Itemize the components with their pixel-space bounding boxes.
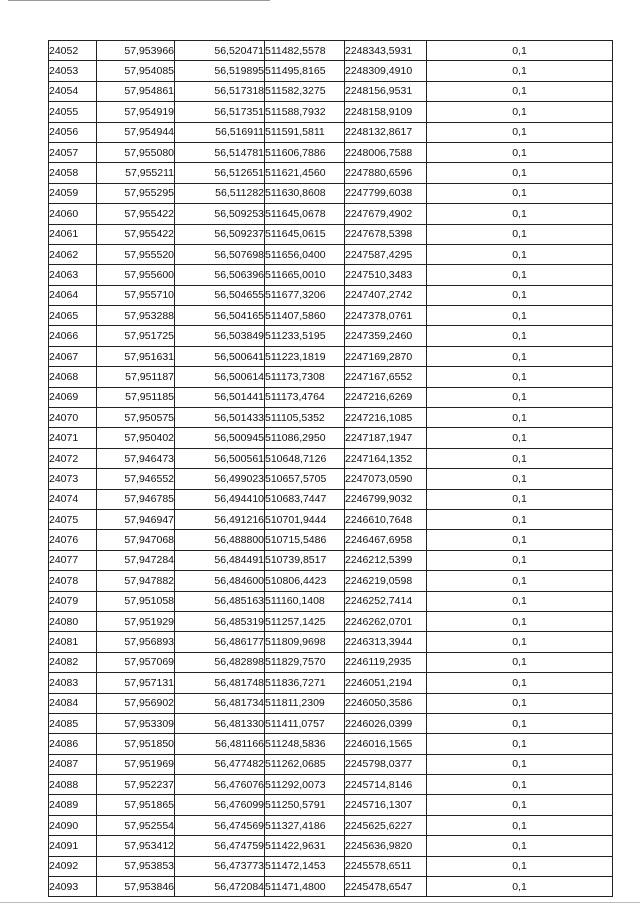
table-row <box>49 306 613 326</box>
x-coordinate-cell: 511160,1408 <box>265 591 345 611</box>
longitude-cell: 56,506396 <box>175 265 265 285</box>
value-cell: 0,1 <box>427 713 613 733</box>
latitude-cell: 57,946552 <box>97 469 175 489</box>
latitude-cell: 57,955080 <box>97 142 175 162</box>
value-cell: 0,1 <box>427 754 613 774</box>
longitude-cell: 56,481748 <box>175 673 265 693</box>
longitude-cell: 56,494410 <box>175 489 265 509</box>
table-row <box>49 611 613 631</box>
x-coordinate-cell: 511250,5791 <box>265 795 345 815</box>
value-cell: 0,1 <box>427 306 613 326</box>
table-row <box>49 326 613 346</box>
latitude-cell: 57,951850 <box>97 734 175 754</box>
table-row <box>49 836 613 856</box>
latitude-cell: 57,947284 <box>97 550 175 570</box>
row-id-cell: 24091 <box>49 836 97 856</box>
row-id-cell: 24075 <box>49 509 97 529</box>
longitude-cell: 56,473773 <box>175 856 265 876</box>
row-id-cell: 24076 <box>49 530 97 550</box>
bottom-rule <box>0 902 640 903</box>
longitude-cell: 56,517351 <box>175 102 265 122</box>
table-row <box>49 571 613 591</box>
y-coordinate-cell: 2248343,5931 <box>345 41 427 61</box>
longitude-cell: 56,500614 <box>175 367 265 387</box>
y-coordinate-cell: 2247164,1352 <box>345 448 427 468</box>
y-coordinate-cell: 2247678,5398 <box>345 224 427 244</box>
latitude-cell: 57,951929 <box>97 611 175 631</box>
longitude-cell: 56,509253 <box>175 204 265 224</box>
table-row <box>49 102 613 122</box>
latitude-cell: 57,950402 <box>97 428 175 448</box>
value-cell: 0,1 <box>427 81 613 101</box>
latitude-cell: 57,950575 <box>97 408 175 428</box>
y-coordinate-cell: 2248132,8617 <box>345 122 427 142</box>
latitude-cell: 57,953288 <box>97 306 175 326</box>
latitude-cell: 57,951631 <box>97 346 175 366</box>
table-row <box>49 469 613 489</box>
y-coordinate-cell: 2247169,2870 <box>345 346 427 366</box>
y-coordinate-cell: 2248158,9109 <box>345 102 427 122</box>
y-coordinate-cell: 2248006,7588 <box>345 142 427 162</box>
top-rule <box>8 0 270 1</box>
x-coordinate-cell: 510701,9444 <box>265 509 345 529</box>
value-cell: 0,1 <box>427 163 613 183</box>
row-id-cell: 24087 <box>49 754 97 774</box>
value-cell: 0,1 <box>427 61 613 81</box>
value-cell: 0,1 <box>427 836 613 856</box>
row-id-cell: 24062 <box>49 244 97 264</box>
row-id-cell: 24055 <box>49 102 97 122</box>
table-row <box>49 387 613 407</box>
row-id-cell: 24085 <box>49 713 97 733</box>
longitude-cell: 56,481734 <box>175 693 265 713</box>
x-coordinate-cell: 511582,3275 <box>265 81 345 101</box>
value-cell: 0,1 <box>427 102 613 122</box>
longitude-cell: 56,477482 <box>175 754 265 774</box>
table-row <box>49 591 613 611</box>
latitude-cell: 57,951725 <box>97 326 175 346</box>
x-coordinate-cell: 511606,7886 <box>265 142 345 162</box>
x-coordinate-cell: 510715,5486 <box>265 530 345 550</box>
x-coordinate-cell: 511665,0010 <box>265 265 345 285</box>
value-cell: 0,1 <box>427 734 613 754</box>
x-coordinate-cell: 511588,7932 <box>265 102 345 122</box>
latitude-cell: 57,951865 <box>97 795 175 815</box>
longitude-cell: 56,504655 <box>175 285 265 305</box>
longitude-cell: 56,484491 <box>175 550 265 570</box>
longitude-cell: 56,481166 <box>175 734 265 754</box>
table-row <box>49 428 613 448</box>
row-id-cell: 24059 <box>49 183 97 203</box>
x-coordinate-cell: 511471,4800 <box>265 877 345 897</box>
latitude-cell: 57,956902 <box>97 693 175 713</box>
value-cell: 0,1 <box>427 346 613 366</box>
latitude-cell: 57,953853 <box>97 856 175 876</box>
table-row <box>49 204 613 224</box>
row-id-cell: 24071 <box>49 428 97 448</box>
value-cell: 0,1 <box>427 632 613 652</box>
row-id-cell: 24060 <box>49 204 97 224</box>
longitude-cell: 56,501441 <box>175 387 265 407</box>
y-coordinate-cell: 2245716,1307 <box>345 795 427 815</box>
value-cell: 0,1 <box>427 408 613 428</box>
x-coordinate-cell: 510806,4423 <box>265 571 345 591</box>
y-coordinate-cell: 2246219,0598 <box>345 571 427 591</box>
longitude-cell: 56,482898 <box>175 652 265 672</box>
longitude-cell: 56,474759 <box>175 836 265 856</box>
x-coordinate-cell: 511472,1453 <box>265 856 345 876</box>
table-row <box>49 632 613 652</box>
table-row <box>49 408 613 428</box>
table-row <box>49 224 613 244</box>
table-row <box>49 163 613 183</box>
row-id-cell: 24090 <box>49 815 97 835</box>
longitude-cell: 56,519895 <box>175 61 265 81</box>
row-id-cell: 24077 <box>49 550 97 570</box>
y-coordinate-cell: 2247187,1947 <box>345 428 427 448</box>
longitude-cell: 56,499023 <box>175 469 265 489</box>
x-coordinate-cell: 511248,5836 <box>265 734 345 754</box>
y-coordinate-cell: 2246252,7414 <box>345 591 427 611</box>
table-body <box>49 41 613 897</box>
y-coordinate-cell: 2246050,3586 <box>345 693 427 713</box>
table-row <box>49 367 613 387</box>
value-cell: 0,1 <box>427 815 613 835</box>
value-cell: 0,1 <box>427 265 613 285</box>
longitude-cell: 56,474569 <box>175 815 265 835</box>
latitude-cell: 57,953309 <box>97 713 175 733</box>
table-row <box>49 652 613 672</box>
x-coordinate-cell: 511809,9698 <box>265 632 345 652</box>
y-coordinate-cell: 2246119,2935 <box>345 652 427 672</box>
x-coordinate-cell: 511591,5811 <box>265 122 345 142</box>
latitude-cell: 57,952554 <box>97 815 175 835</box>
row-id-cell: 24074 <box>49 489 97 509</box>
longitude-cell: 56,500945 <box>175 428 265 448</box>
value-cell: 0,1 <box>427 244 613 264</box>
longitude-cell: 56,500561 <box>175 448 265 468</box>
table-row <box>49 448 613 468</box>
y-coordinate-cell: 2247359,2460 <box>345 326 427 346</box>
y-coordinate-cell: 2245636,9820 <box>345 836 427 856</box>
latitude-cell: 57,953412 <box>97 836 175 856</box>
x-coordinate-cell: 511233,5195 <box>265 326 345 346</box>
latitude-cell: 57,946473 <box>97 448 175 468</box>
row-id-cell: 24073 <box>49 469 97 489</box>
latitude-cell: 57,947068 <box>97 530 175 550</box>
row-id-cell: 24054 <box>49 81 97 101</box>
latitude-cell: 57,952237 <box>97 775 175 795</box>
y-coordinate-cell: 2247378,0761 <box>345 306 427 326</box>
value-cell: 0,1 <box>427 448 613 468</box>
latitude-cell: 57,946785 <box>97 489 175 509</box>
value-cell: 0,1 <box>427 856 613 876</box>
row-id-cell: 24093 <box>49 877 97 897</box>
longitude-cell: 56,491216 <box>175 509 265 529</box>
table-row <box>49 673 613 693</box>
value-cell: 0,1 <box>427 428 613 448</box>
x-coordinate-cell: 510739,8517 <box>265 550 345 570</box>
x-coordinate-cell: 511407,5860 <box>265 306 345 326</box>
table-row <box>49 530 613 550</box>
table-row <box>49 285 613 305</box>
y-coordinate-cell: 2247799,6038 <box>345 183 427 203</box>
table-row <box>49 41 613 61</box>
longitude-cell: 56,500641 <box>175 346 265 366</box>
y-coordinate-cell: 2248309,4910 <box>345 61 427 81</box>
value-cell: 0,1 <box>427 41 613 61</box>
y-coordinate-cell: 2246313,3944 <box>345 632 427 652</box>
y-coordinate-cell: 2247587,4295 <box>345 244 427 264</box>
value-cell: 0,1 <box>427 550 613 570</box>
table-row <box>49 856 613 876</box>
table-row <box>49 489 613 509</box>
latitude-cell: 57,957131 <box>97 673 175 693</box>
table-row <box>49 754 613 774</box>
x-coordinate-cell: 511656,0400 <box>265 244 345 264</box>
table-row <box>49 509 613 529</box>
y-coordinate-cell: 2247880,6596 <box>345 163 427 183</box>
longitude-cell: 56,507698 <box>175 244 265 264</box>
value-cell: 0,1 <box>427 469 613 489</box>
value-cell: 0,1 <box>427 183 613 203</box>
longitude-cell: 56,488800 <box>175 530 265 550</box>
y-coordinate-cell: 2247679,4902 <box>345 204 427 224</box>
row-id-cell: 24061 <box>49 224 97 244</box>
value-cell: 0,1 <box>427 693 613 713</box>
y-coordinate-cell: 2246799,9032 <box>345 489 427 509</box>
x-coordinate-cell: 511495,8165 <box>265 61 345 81</box>
longitude-cell: 56,484600 <box>175 571 265 591</box>
row-id-cell: 24072 <box>49 448 97 468</box>
x-coordinate-cell: 511262,0685 <box>265 754 345 774</box>
value-cell: 0,1 <box>427 224 613 244</box>
row-id-cell: 24065 <box>49 306 97 326</box>
latitude-cell: 57,951969 <box>97 754 175 774</box>
longitude-cell: 56,503849 <box>175 326 265 346</box>
row-id-cell: 24053 <box>49 61 97 81</box>
table-row <box>49 815 613 835</box>
row-id-cell: 24058 <box>49 163 97 183</box>
longitude-cell: 56,514781 <box>175 142 265 162</box>
longitude-cell: 56,509237 <box>175 224 265 244</box>
longitude-cell: 56,481330 <box>175 713 265 733</box>
latitude-cell: 57,955600 <box>97 265 175 285</box>
x-coordinate-cell: 511836,7271 <box>265 673 345 693</box>
table-row <box>49 142 613 162</box>
x-coordinate-cell: 511173,7308 <box>265 367 345 387</box>
x-coordinate-cell: 511422,9631 <box>265 836 345 856</box>
y-coordinate-cell: 2245798,0377 <box>345 754 427 774</box>
table-row <box>49 244 613 264</box>
y-coordinate-cell: 2245578,6511 <box>345 856 427 876</box>
y-coordinate-cell: 2245714,8146 <box>345 775 427 795</box>
row-id-cell: 24066 <box>49 326 97 346</box>
y-coordinate-cell: 2245625,6227 <box>345 815 427 835</box>
table-row <box>49 81 613 101</box>
coordinates-table <box>48 40 613 897</box>
latitude-cell: 57,951058 <box>97 591 175 611</box>
value-cell: 0,1 <box>427 122 613 142</box>
x-coordinate-cell: 511086,2950 <box>265 428 345 448</box>
longitude-cell: 56,476076 <box>175 775 265 795</box>
latitude-cell: 57,955211 <box>97 163 175 183</box>
latitude-cell: 57,955422 <box>97 204 175 224</box>
row-id-cell: 24082 <box>49 652 97 672</box>
longitude-cell: 56,476099 <box>175 795 265 815</box>
value-cell: 0,1 <box>427 367 613 387</box>
y-coordinate-cell: 2246262,0701 <box>345 611 427 631</box>
table-row <box>49 734 613 754</box>
row-id-cell: 24064 <box>49 285 97 305</box>
row-id-cell: 24070 <box>49 408 97 428</box>
y-coordinate-cell: 2246610,7648 <box>345 509 427 529</box>
y-coordinate-cell: 2246026,0399 <box>345 713 427 733</box>
row-id-cell: 24084 <box>49 693 97 713</box>
y-coordinate-cell: 2247216,6269 <box>345 387 427 407</box>
latitude-cell: 57,953966 <box>97 41 175 61</box>
y-coordinate-cell: 2245478,6547 <box>345 877 427 897</box>
value-cell: 0,1 <box>427 530 613 550</box>
x-coordinate-cell: 511677,3206 <box>265 285 345 305</box>
row-id-cell: 24086 <box>49 734 97 754</box>
value-cell: 0,1 <box>427 652 613 672</box>
x-coordinate-cell: 510683,7447 <box>265 489 345 509</box>
latitude-cell: 57,953846 <box>97 877 175 897</box>
latitude-cell: 57,955295 <box>97 183 175 203</box>
table-row <box>49 693 613 713</box>
table-row <box>49 713 613 733</box>
table-row <box>49 122 613 142</box>
latitude-cell: 57,955710 <box>97 285 175 305</box>
y-coordinate-cell: 2246212,5399 <box>345 550 427 570</box>
latitude-cell: 57,954944 <box>97 122 175 142</box>
value-cell: 0,1 <box>427 204 613 224</box>
y-coordinate-cell: 2246051,2194 <box>345 673 427 693</box>
row-id-cell: 24088 <box>49 775 97 795</box>
x-coordinate-cell: 511257,1425 <box>265 611 345 631</box>
row-id-cell: 24063 <box>49 265 97 285</box>
x-coordinate-cell: 511645,0615 <box>265 224 345 244</box>
latitude-cell: 57,951185 <box>97 387 175 407</box>
value-cell: 0,1 <box>427 285 613 305</box>
longitude-cell: 56,504165 <box>175 306 265 326</box>
y-coordinate-cell: 2247407,2742 <box>345 285 427 305</box>
value-cell: 0,1 <box>427 775 613 795</box>
row-id-cell: 24069 <box>49 387 97 407</box>
latitude-cell: 57,946947 <box>97 509 175 529</box>
value-cell: 0,1 <box>427 509 613 529</box>
row-id-cell: 24083 <box>49 673 97 693</box>
latitude-cell: 57,951187 <box>97 367 175 387</box>
x-coordinate-cell: 511292,0073 <box>265 775 345 795</box>
row-id-cell: 24089 <box>49 795 97 815</box>
latitude-cell: 57,954085 <box>97 61 175 81</box>
longitude-cell: 56,512651 <box>175 163 265 183</box>
row-id-cell: 24080 <box>49 611 97 631</box>
latitude-cell: 57,955422 <box>97 224 175 244</box>
row-id-cell: 24068 <box>49 367 97 387</box>
latitude-cell: 57,956893 <box>97 632 175 652</box>
x-coordinate-cell: 511621,4560 <box>265 163 345 183</box>
x-coordinate-cell: 511327,4186 <box>265 815 345 835</box>
value-cell: 0,1 <box>427 326 613 346</box>
table-row <box>49 183 613 203</box>
x-coordinate-cell: 511630,8608 <box>265 183 345 203</box>
table-row <box>49 61 613 81</box>
y-coordinate-cell: 2248156,9531 <box>345 81 427 101</box>
y-coordinate-cell: 2247216,1085 <box>345 408 427 428</box>
x-coordinate-cell: 511223,1819 <box>265 346 345 366</box>
x-coordinate-cell: 511645,0678 <box>265 204 345 224</box>
longitude-cell: 56,472084 <box>175 877 265 897</box>
row-id-cell: 24078 <box>49 571 97 591</box>
latitude-cell: 57,955520 <box>97 244 175 264</box>
table-row <box>49 550 613 570</box>
x-coordinate-cell: 510657,5705 <box>265 469 345 489</box>
x-coordinate-cell: 511482,5578 <box>265 41 345 61</box>
longitude-cell: 56,520471 <box>175 41 265 61</box>
latitude-cell: 57,947882 <box>97 571 175 591</box>
table-row <box>49 877 613 897</box>
longitude-cell: 56,511282 <box>175 183 265 203</box>
longitude-cell: 56,516911 <box>175 122 265 142</box>
x-coordinate-cell: 511173,4764 <box>265 387 345 407</box>
value-cell: 0,1 <box>427 611 613 631</box>
value-cell: 0,1 <box>427 795 613 815</box>
value-cell: 0,1 <box>427 571 613 591</box>
value-cell: 0,1 <box>427 877 613 897</box>
latitude-cell: 57,954919 <box>97 102 175 122</box>
value-cell: 0,1 <box>427 673 613 693</box>
value-cell: 0,1 <box>427 387 613 407</box>
y-coordinate-cell: 2246467,6958 <box>345 530 427 550</box>
x-coordinate-cell: 511829,7570 <box>265 652 345 672</box>
longitude-cell: 56,486177 <box>175 632 265 652</box>
latitude-cell: 57,954861 <box>97 81 175 101</box>
value-cell: 0,1 <box>427 489 613 509</box>
row-id-cell: 24052 <box>49 41 97 61</box>
row-id-cell: 24092 <box>49 856 97 876</box>
table-row <box>49 265 613 285</box>
y-coordinate-cell: 2247073,0590 <box>345 469 427 489</box>
x-coordinate-cell: 511811,2309 <box>265 693 345 713</box>
table-row <box>49 795 613 815</box>
row-id-cell: 24057 <box>49 142 97 162</box>
y-coordinate-cell: 2247167,6552 <box>345 367 427 387</box>
longitude-cell: 56,517318 <box>175 81 265 101</box>
longitude-cell: 56,501433 <box>175 408 265 428</box>
row-id-cell: 24081 <box>49 632 97 652</box>
row-id-cell: 24067 <box>49 346 97 366</box>
x-coordinate-cell: 510648,7126 <box>265 448 345 468</box>
table-row <box>49 775 613 795</box>
latitude-cell: 57,957069 <box>97 652 175 672</box>
x-coordinate-cell: 511411,0757 <box>265 713 345 733</box>
longitude-cell: 56,485319 <box>175 611 265 631</box>
row-id-cell: 24056 <box>49 122 97 142</box>
value-cell: 0,1 <box>427 591 613 611</box>
value-cell: 0,1 <box>427 142 613 162</box>
y-coordinate-cell: 2247510,3483 <box>345 265 427 285</box>
y-coordinate-cell: 2246016,1565 <box>345 734 427 754</box>
row-id-cell: 24079 <box>49 591 97 611</box>
x-coordinate-cell: 511105,5352 <box>265 408 345 428</box>
table-row <box>49 346 613 366</box>
longitude-cell: 56,485163 <box>175 591 265 611</box>
